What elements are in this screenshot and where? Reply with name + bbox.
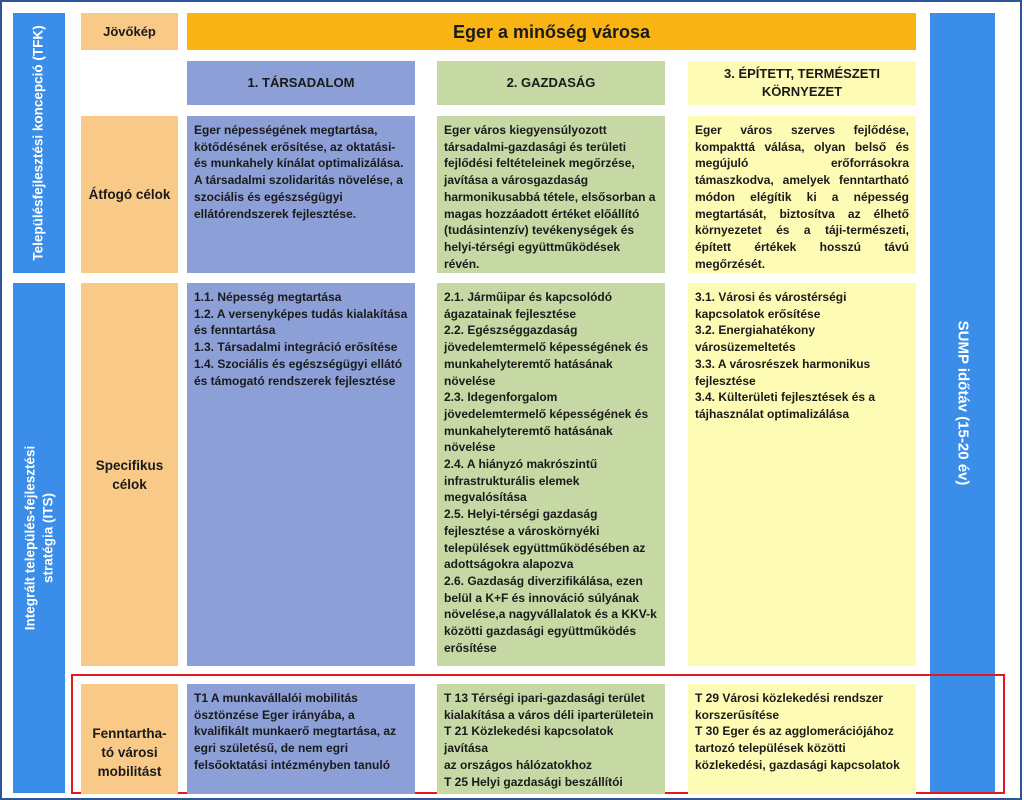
its-label-line1: Integrált település-fejlesztési xyxy=(22,445,37,631)
text-line: helyi-térségi együttműködések xyxy=(444,239,621,254)
specific-goals-environment xyxy=(688,283,916,666)
text-line: Eger népességének megtartása, xyxy=(194,123,378,137)
text-line: T 29 Városi közlekedési rendszer xyxy=(695,691,884,705)
text-line: 3.3. A városrészek harmonikus xyxy=(695,356,871,371)
text-line: infrastrukturális elemek xyxy=(444,473,580,488)
sump-label: SUMP időtáv (15-20 év) xyxy=(954,320,972,486)
text-line: T 13 Térségi ipari-gazdasági terület xyxy=(444,691,645,705)
specific-goals-label-line2: célok xyxy=(112,476,147,492)
specific-goals-label xyxy=(81,283,178,666)
text-line: megtartását, biztosítva az élhető xyxy=(695,206,909,221)
text-line: tartozó települések közötti xyxy=(695,741,846,756)
text-line: közlekedési, gazdasági kapcsolatok xyxy=(695,757,900,772)
text-line: 1.4. Szociális és egészségügyi ellátó xyxy=(194,356,403,371)
text-line: növelése,a nagyvállalatok és a KKV-k xyxy=(444,607,657,622)
text-line: 2.2. Egészséggazdaság xyxy=(444,323,578,338)
text-line: egri születésű, de nem egri xyxy=(194,741,349,756)
text-line: ágazatainak fejlesztése xyxy=(444,306,577,321)
text-line: fejlődési feltételeinek megőrzése, xyxy=(444,156,635,171)
text-line: jövedelemtermelő képességének és xyxy=(444,340,649,355)
text-line: Eger város szerves fejlődése, xyxy=(695,123,909,137)
text-line: belül a K+F és innováció súlyának xyxy=(444,590,640,605)
text-line: felsőoktatási intézményben tanuló xyxy=(194,757,391,772)
mobility-goals-label-line3: mobilitást xyxy=(97,764,162,779)
text-line: fejlesztése a városkörnyéki xyxy=(444,523,600,538)
text-line: 3.1. Városi és várostérségi xyxy=(695,290,847,304)
its-label xyxy=(21,446,57,631)
mobility-goals-label-line1: Fenntartha- xyxy=(92,726,167,741)
text-line: kompakttá válása, olyan belső és xyxy=(695,139,909,154)
text-line: települések együttműködésében az xyxy=(444,540,646,555)
tfk-bar xyxy=(13,13,65,273)
text-line: környezetet és a táji-természeti, xyxy=(695,223,909,238)
vision-title: Eger a minőség városa xyxy=(187,13,916,50)
text-line: korszerűsítése xyxy=(695,707,780,722)
text-line: növelése xyxy=(444,440,496,455)
column-header-environment-line1: 3. ÉPÍTETT, TERMÉSZETI xyxy=(723,66,881,81)
text-line: fejlesztése xyxy=(695,373,756,388)
text-line: módon elégítik ki a népesség xyxy=(695,189,909,204)
text-line: támaszkodva, amelyek fenntartható xyxy=(695,173,909,188)
text-line: munkahelyteremtő hatásának xyxy=(444,356,613,371)
text-line: kialakítása a város déli iparterületein xyxy=(444,707,654,722)
text-line: és támogató rendszerek fejlesztése xyxy=(194,373,396,388)
overall-goals-economy xyxy=(437,116,665,273)
text-line: T1 A munkavállalói mobilitás xyxy=(194,691,358,705)
vision-label: Jövőkép xyxy=(81,13,178,50)
text-line: 1.1. Népesség megtartása xyxy=(194,290,342,304)
text-line: ellátórendszerek fejlesztése. xyxy=(194,206,357,221)
column-header-environment-line2: KÖRNYEZET xyxy=(761,84,843,99)
text-line: növelése xyxy=(444,373,496,388)
mobility-goals-label-line2: tó városi xyxy=(101,745,158,760)
text-line: tájhasználat optimalizálása xyxy=(695,406,850,421)
text-line: 3.4. Külterületi fejlesztések és a xyxy=(695,390,876,405)
tfk-label: Településfejlesztési koncepció (TFK) xyxy=(31,25,46,261)
text-line: munkahelyteremtő hatásának xyxy=(444,423,613,438)
text-line: az országos hálózatokhoz xyxy=(444,757,593,772)
text-line: T 30 Eger és az agglomerációjához xyxy=(695,724,894,739)
text-line: megőrzését. xyxy=(695,256,766,271)
text-line: 2.4. A hiányzó makrószintű xyxy=(444,457,598,472)
text-line: 1.3. Társadalmi integráció erősítése xyxy=(194,340,398,355)
specific-goals-economy xyxy=(437,283,665,666)
text-line: kvalifikált munkaerő megtartása, az xyxy=(194,724,397,739)
text-line: 2.5. Helyi-térségi gazdaság xyxy=(444,507,598,522)
text-line: megvalósítása xyxy=(444,490,527,505)
text-line: szociális és egészségügyi xyxy=(194,189,343,204)
text-line: 3.2. Energiahatékony xyxy=(695,323,816,338)
text-line: közötti gazdasági együttműködés xyxy=(444,624,637,639)
column-header-society: 1. TÁRSADALOM xyxy=(187,61,415,105)
text-line: társadalmi-gazdasági és területi xyxy=(444,139,627,154)
text-line: javítása a városgazdaság xyxy=(444,173,589,188)
text-line: (tudásintenzív) tevékenységek és xyxy=(444,223,635,238)
text-line: harmonikusabbá tétele, elsősorban a xyxy=(444,189,656,204)
text-line: és fenntartása xyxy=(194,323,276,338)
text-line: 1.2. A versenyképes tudás kialakítása xyxy=(194,306,408,321)
text-line: erősítése xyxy=(444,640,497,655)
specific-goals-label-line1: Specifikus xyxy=(95,457,164,473)
text-line: épített értékek hosszú távú xyxy=(695,239,909,254)
text-line: ösztönzése Eger irányába, a xyxy=(194,707,355,722)
text-line: 2.1. Járműipar és kapcsolódó xyxy=(444,290,613,304)
text-line: városüzemeltetés xyxy=(695,340,796,355)
overall-goals-environment xyxy=(688,116,916,273)
text-line: adottságokra alapozva xyxy=(444,557,574,572)
its-bar xyxy=(13,283,65,793)
text-line: T 25 Helyi gazdasági beszállítói xyxy=(444,774,623,789)
text-line: T 21 Közlekedési kapcsolatok javítása xyxy=(444,724,614,756)
overall-goals-label: Átfogó célok xyxy=(81,116,178,273)
text-line: 2.6. Gazdaság diverzifikálása, ezen xyxy=(444,573,643,588)
text-line: magas hozzáadott értéket előállító xyxy=(444,206,640,221)
text-line: megújuló erőforrásokra xyxy=(695,156,909,171)
text-line: kapcsolatok erősítése xyxy=(695,306,821,321)
specific-goals-society xyxy=(187,283,415,666)
its-label-line2: stratégia (ITS) xyxy=(40,492,55,584)
text-line: A társadalmi szolidaritás növelése, a xyxy=(194,173,403,188)
text-line: jövedelemtermelő képességének és xyxy=(444,406,649,421)
text-line: Eger város kiegyensúlyozott xyxy=(444,123,607,137)
text-line: kötődésének erősítése, az oktatási- xyxy=(194,139,396,154)
overall-goals-society xyxy=(187,116,415,273)
column-header-environment xyxy=(688,61,916,105)
column-header-economy: 2. GAZDASÁG xyxy=(437,61,665,105)
text-line: 2.3. Idegenforgalom xyxy=(444,390,558,405)
text-line: révén. xyxy=(444,256,480,271)
text-line: és munkahely kínálat optimalizálása. xyxy=(194,156,404,171)
